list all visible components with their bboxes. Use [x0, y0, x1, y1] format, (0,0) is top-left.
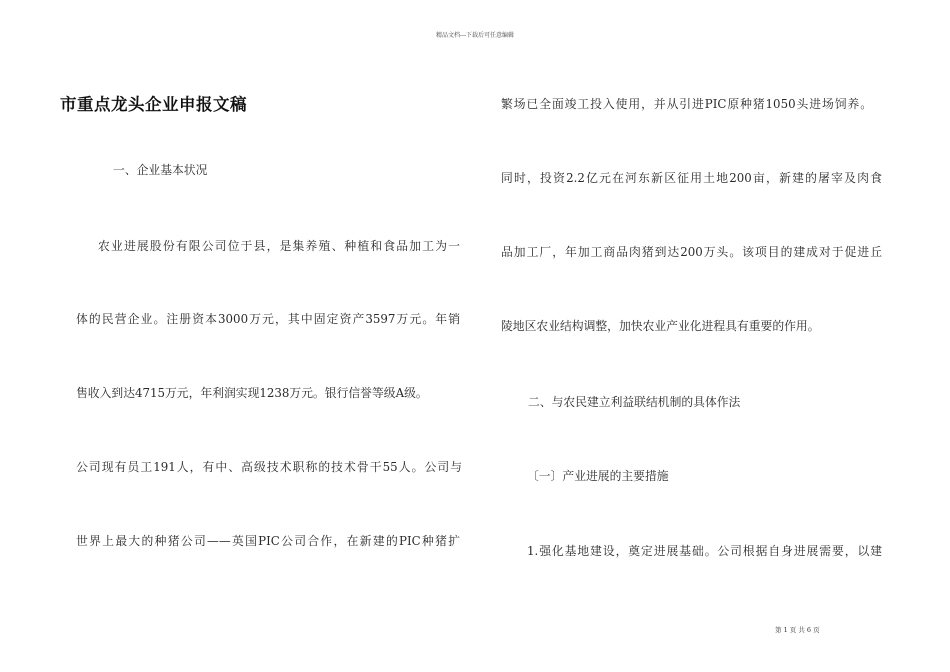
header-note: 精品文档---下载后可任意编辑 — [435, 32, 515, 39]
paragraph-line: 1.强化基地建设，奠定进展基础。公司根据自身进展需要，以建 — [527, 544, 882, 558]
paragraph-line: 同时，投资2.2亿元在河东新区征用土地200亩，新建的屠宰及肉食 — [501, 171, 882, 185]
paragraph-line: 品加工厂，年加工商品肉猪到达200万头。该项目的建成对于促进丘 — [501, 245, 882, 259]
document-title: 市重点龙头企业申报文稿 — [60, 95, 247, 114]
paragraph-line: 公司现有员工191人，有中、高级技术职称的技术骨干55人。公司与 — [76, 460, 462, 474]
paragraph-line: 世界上最大的种猪公司——英国PIC公司合作，在新建的PIC种猪扩 — [76, 534, 460, 548]
section-heading-basic-status: 一、企业基本状况 — [113, 163, 208, 177]
paragraph-line: 陵地区农业结构调整，加快农业产业化进程具有重要的作用。 — [501, 319, 820, 333]
paragraph-line: 体的民营企业。注册资本3000万元，其中固定资产3597万元。年销 — [76, 312, 460, 326]
subsection-heading-industry-measures: 〔一〕产业进展的主要措施 — [527, 469, 669, 483]
page-number: 第 1 页 共 6 页 — [775, 626, 820, 634]
paragraph-line: 农业进展股份有限公司位于县，是集养殖、种植和食品加工为一 — [98, 239, 460, 253]
section-heading-farmer-linkage: 二、与农民建立利益联结机制的具体作法 — [528, 395, 741, 409]
paragraph-line: 售收入到达4715万元，年利润实现1238万元。银行信誉等级A级。 — [76, 386, 428, 400]
paragraph-line: 繁场已全面竣工投入使用，并从引进PIC原种猪1050头进场饲养。 — [501, 97, 872, 111]
